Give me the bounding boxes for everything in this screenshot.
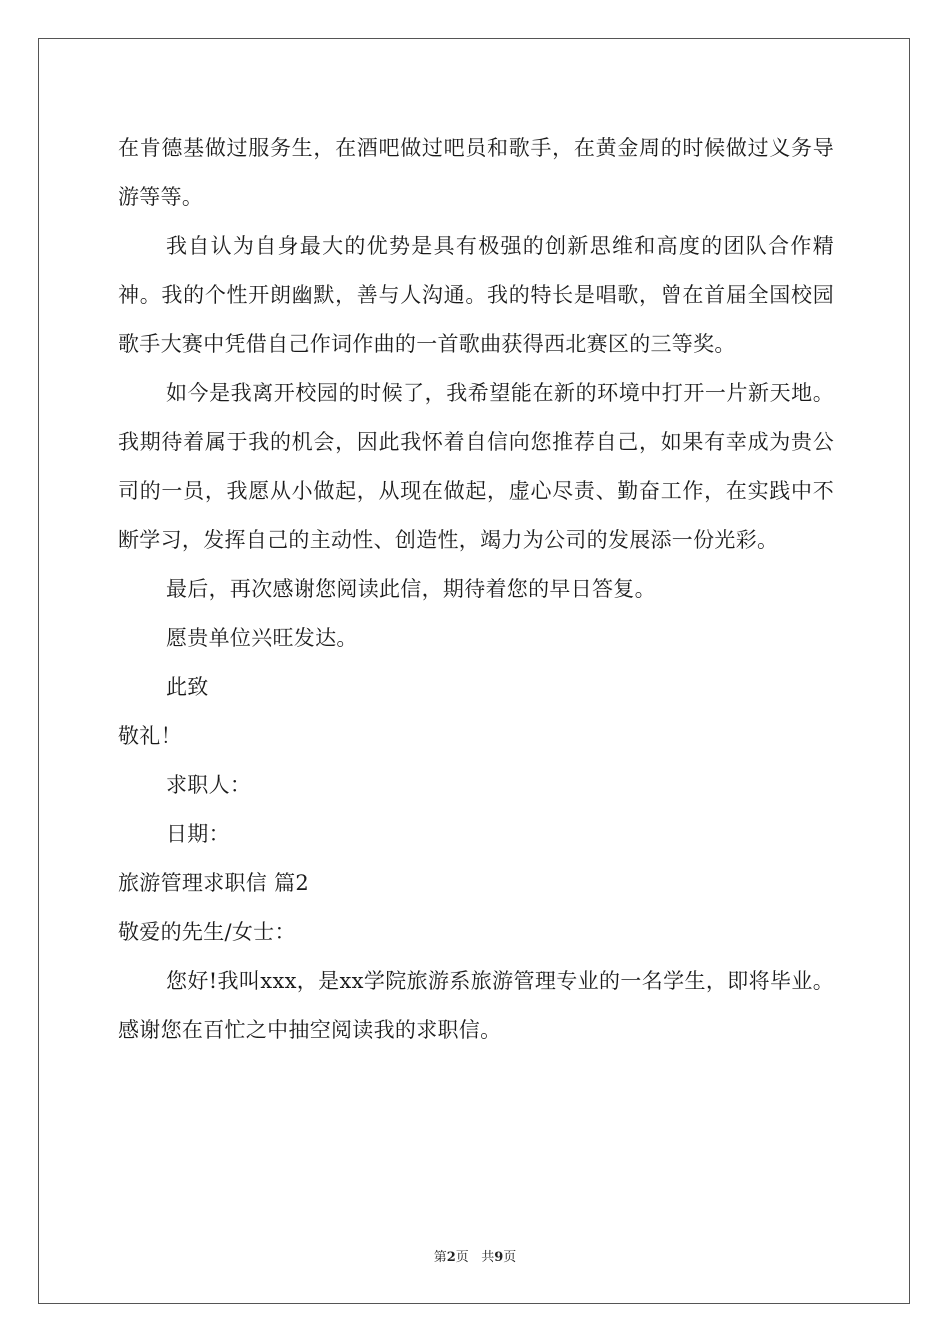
paragraph-2: 我自认为自身最大的优势是具有极强的创新思维和高度的团队合作精神。我的个性开朗幽默，善与人沟通。我的特长是唱歌，曾在首届全国校园歌手大赛中凭借自己作词作曲的一首歌曲获得西北赛区的三等奖。 xyxy=(118,234,834,356)
date-line: 日期： xyxy=(166,822,230,846)
salutation-cizhi: 此致 xyxy=(166,675,209,699)
applicant-line: 求职人： xyxy=(166,773,252,797)
paragraph-3: 如今是我离开校园的时候了，我希望能在新的环境中打开一片新天地。我期待着属于我的机会，因此我怀着自信向您推荐自己，如果有幸成为贵公司的一员，我愿从小做起，从现在做起，虚心尽责、勤奋工作，在实践中不断学习，发挥自己的主动性、创造性，竭力为公司的发展添一份光彩。 xyxy=(118,381,834,552)
footer-page-suffix: 页 xyxy=(455,1250,469,1265)
salutation-jingli: 敬礼！ xyxy=(118,724,182,748)
closing-wish: 愿贵单位兴旺发达。 xyxy=(166,626,358,650)
section-title: 旅游管理求职信 篇2 xyxy=(118,871,310,895)
footer-total-suffix: 页 xyxy=(503,1250,517,1265)
footer-page-prefix: 第 xyxy=(433,1250,447,1265)
greeting: 敬爱的先生/女士： xyxy=(118,920,296,944)
footer-total-number: 9 xyxy=(494,1250,504,1265)
page-footer xyxy=(0,1246,950,1265)
closing-thanks: 最后，再次感谢您阅读此信，期待着您的早日答复。 xyxy=(166,577,656,601)
document-body xyxy=(118,124,834,1055)
paragraph-1: 在肯德基做过服务生，在酒吧做过吧员和歌手，在黄金周的时候做过义务导游等等。 xyxy=(118,136,834,209)
footer-total-prefix: 共 xyxy=(481,1250,495,1265)
footer-page-number: 2 xyxy=(446,1250,456,1265)
intro-paragraph: 您好!我叫xxx，是xx学院旅游系旅游管理专业的一名学生，即将毕业。感谢您在百忙之中抽空阅读我的求职信。 xyxy=(118,969,834,1042)
